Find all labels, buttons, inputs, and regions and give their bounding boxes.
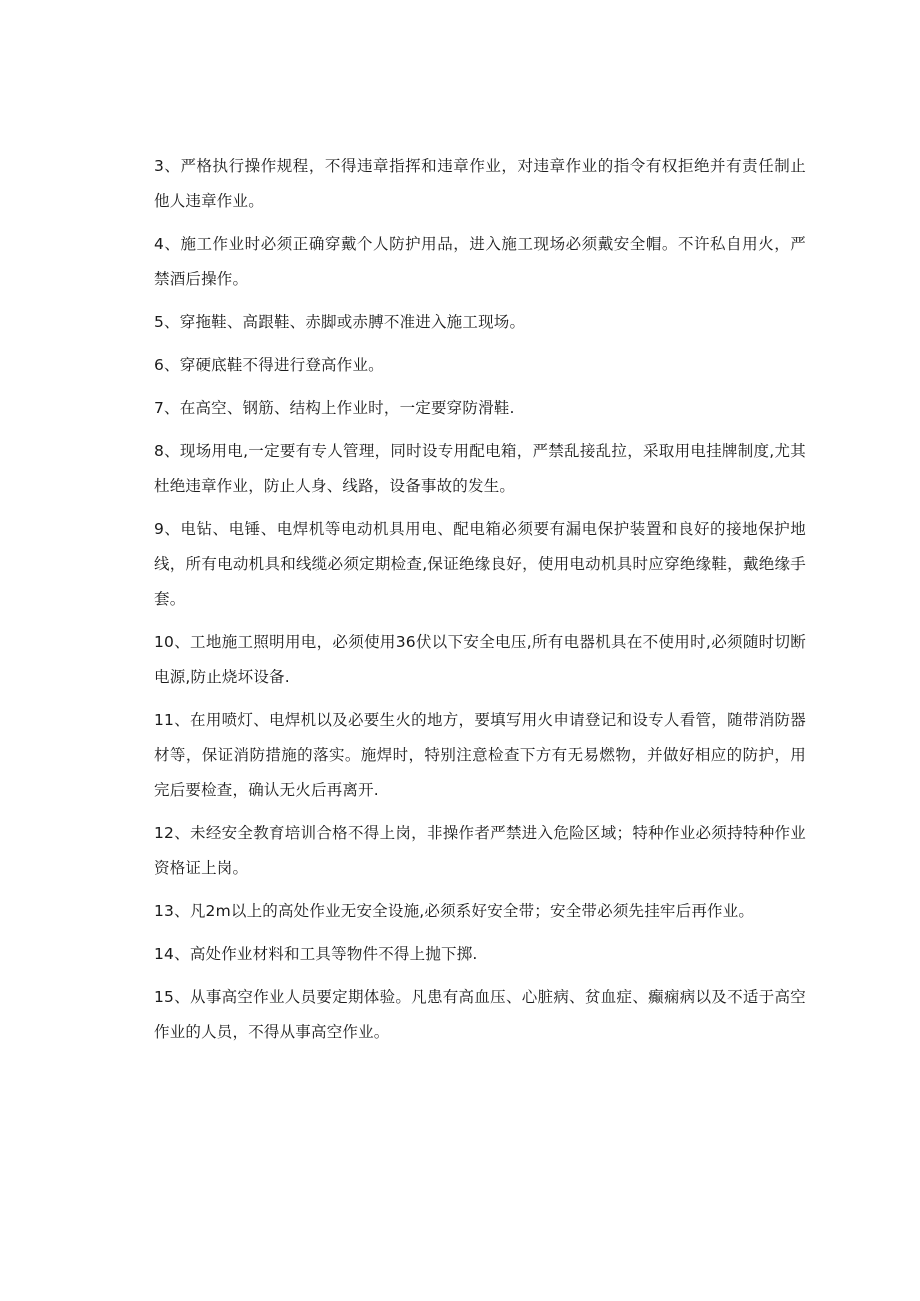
rule-item-11: 11、在用喷灯、电焊机以及必要生火的地方，要填写用火申请登记和设专人看管，随带消防器材等，保证消防措施的落实。施焊时，特别注意检查下方有无易燃物，并做好相应的防护，用完后要检查，确认无火后再离开.: [154, 711, 806, 799]
rule-item-7: 7、在高空、钢筋、结构上作业时，一定要穿防滑鞋.: [154, 399, 515, 417]
rules-list: [154, 149, 806, 1058]
rule-item-5: 5、穿拖鞋、高跟鞋、赤脚或赤膊不准进入施工现场。: [154, 313, 526, 331]
rule-item-14: 14、高处作业材料和工具等物件不得上抛下掷.: [154, 945, 478, 963]
rule-item-4: 4、施工作业时必须正确穿戴个人防护用品，进入施工现场必须戴安全帽。不许私自用火，严禁酒后操作。: [154, 235, 806, 288]
rule-item-6: 6、穿硬底鞋不得进行登高作业。: [154, 356, 384, 374]
rule-item-8: 8、现场用电,一定要有专人管理，同时设专用配电箱，严禁乱接乱拉，采取用电挂牌制度,尤其杜绝违章作业，防止人身、线路，设备事故的发生。: [154, 442, 806, 495]
rule-item-3: 3、严格执行操作规程，不得违章指挥和违章作业，对违章作业的指令有权拒绝并有责任制止他人违章作业。: [154, 157, 806, 210]
rule-item-10: 10、工地施工照明用电，必须使用36伏以下安全电压,所有电器机具在不使用时,必须随时切断电源,防止烧坏设备.: [154, 633, 806, 686]
rule-item-13: 13、凡2m以上的高处作业无安全设施,必须系好安全带；安全带必须先挂牢后再作业。: [154, 902, 755, 920]
rule-item-9: 9、电钻、电锤、电焊机等电动机具用电、配电箱必须要有漏电保护装置和良好的接地保护地线，所有电动机具和线缆必须定期检查,保证绝缘良好，使用电动机具时应穿绝缘鞋，戴绝缘手套。: [154, 520, 806, 608]
rule-item-15: 15、从事高空作业人员要定期体验。凡患有高血压、心脏病、贫血症、癫痫病以及不适于高空作业的人员，不得从事高空作业。: [154, 988, 806, 1041]
rule-item-12: 12、未经安全教育培训合格不得上岗，非操作者严禁进入危险区域；特种作业必须持特种作业资格证上岗。: [154, 824, 806, 877]
